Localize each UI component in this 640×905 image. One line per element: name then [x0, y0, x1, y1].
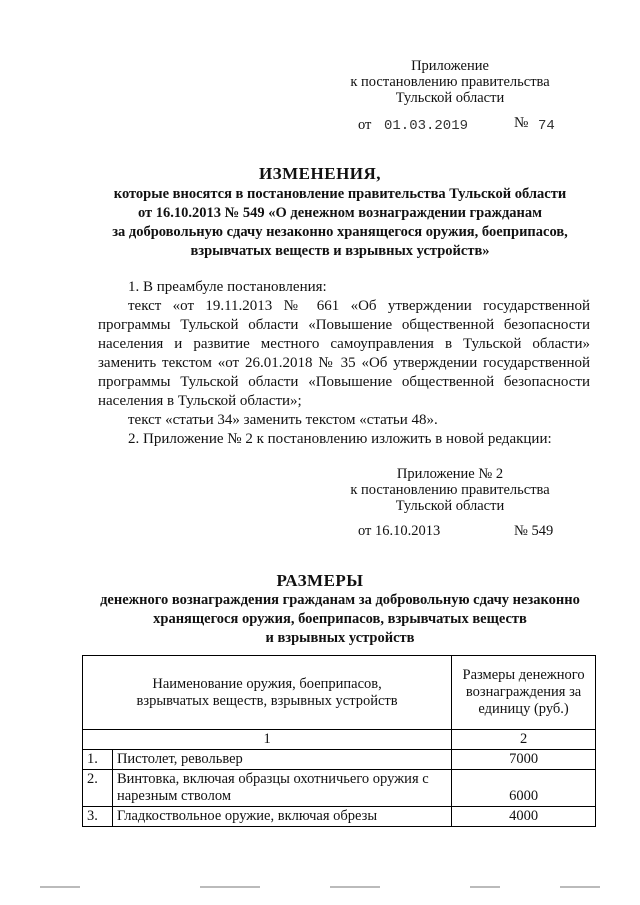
- header-amount: Размеры денежного вознаграждения за единицу (руб.): [452, 656, 596, 730]
- appendix-label: Приложение: [411, 58, 489, 74]
- subtitle-line: которые вносятся в постановление правительства Тульской области: [113, 186, 567, 202]
- row-name: Пистолет, револьвер: [112, 750, 451, 770]
- scan-artifact: [40, 886, 80, 888]
- row-amount: 4000: [452, 807, 596, 827]
- appendix-to-resolution: к постановлению правительства: [350, 74, 550, 90]
- changes-title: ИЗМЕНЕНИЯ,: [258, 164, 382, 183]
- changes-subtitle: [60, 185, 620, 261]
- scan-artifact: [560, 886, 600, 888]
- scan-artifact: [470, 886, 500, 888]
- sizes-title: РАЗМЕРЫ: [276, 571, 364, 590]
- appendix2-number: № 549: [514, 523, 554, 539]
- appendix2-header: [330, 466, 570, 514]
- paragraph-1: текст «от 19.11.2013 № 661 «Об утверждении государственной программы Тульской области «Повышение общественной безопасности населения и развитие местного самоуправления в Тульской области» заменить текстом «от 26.01.2018 № 35 «Об утверждении государственной программы Тульской области «Повышение общественной безопасности населения в Тульской области»;: [98, 298, 590, 409]
- sizes-subtitle: [60, 591, 620, 648]
- appendix2-date: от 16.10.2013: [358, 523, 441, 539]
- row-name: Гладкоствольное оружие, включая обрезы: [112, 807, 451, 827]
- subtitle-line: за добровольную сдачу незаконно хранящегося оружия, боеприпасов,: [112, 224, 568, 240]
- scan-artifact: [330, 886, 380, 888]
- appendix2-label: Приложение № 2: [396, 466, 504, 482]
- sizes-subtitle-line: и взрывных устройств: [265, 630, 415, 646]
- row-amount: 6000: [452, 770, 596, 807]
- rewards-table: [82, 655, 596, 827]
- header-name: Наименование оружия, боеприпасов, взрывчатых веществ, взрывных устройств: [83, 656, 452, 730]
- resolution-date-row: [358, 117, 371, 134]
- row-name: Винтовка, включая образцы охотничьего оружия с нарезным стволом: [112, 770, 451, 807]
- table-header-row: [83, 656, 596, 730]
- subtitle-line: от 16.10.2013 № 549 «О денежном вознаграждении гражданам: [137, 205, 543, 221]
- sizes-subtitle-line: денежного вознаграждения гражданам за добровольную сдачу незаконно: [100, 592, 580, 608]
- col-num-1: 1: [83, 730, 452, 750]
- appendix2-region: Тульской области: [395, 498, 505, 514]
- table-colnum-row: [83, 730, 596, 750]
- item-1: 1. В преамбуле постановления:: [128, 279, 327, 295]
- row-number: 3.: [83, 807, 113, 827]
- table-row: [83, 807, 596, 827]
- scan-artifact: [200, 886, 260, 888]
- number-prefix: №: [514, 115, 529, 131]
- paragraph-2: текст «статьи 34» заменить текстом «статьи 48».: [128, 412, 438, 428]
- table-row: [83, 750, 596, 770]
- item-2: 2. Приложение № 2 к постановлению изложить в новой редакции:: [128, 431, 552, 447]
- sizes-subtitle-line: хранящегося оружия, боеприпасов, взрывчатых веществ: [153, 611, 527, 627]
- resolution-number: 74: [538, 118, 555, 134]
- row-number: 1.: [83, 750, 113, 770]
- appendix-header: [330, 58, 570, 106]
- table-row: [83, 770, 596, 807]
- date-prefix: от: [358, 117, 372, 133]
- row-amount: 7000: [452, 750, 596, 770]
- row-number: 2.: [83, 770, 113, 807]
- appendix-region: Тульской области: [395, 90, 505, 106]
- col-num-2: 2: [452, 730, 596, 750]
- subtitle-line: взрывчатых веществ и взрывных устройств»: [190, 243, 490, 259]
- resolution-date: 01.03.2019: [384, 118, 469, 134]
- appendix2-to-resolution: к постановлению правительства: [350, 482, 550, 498]
